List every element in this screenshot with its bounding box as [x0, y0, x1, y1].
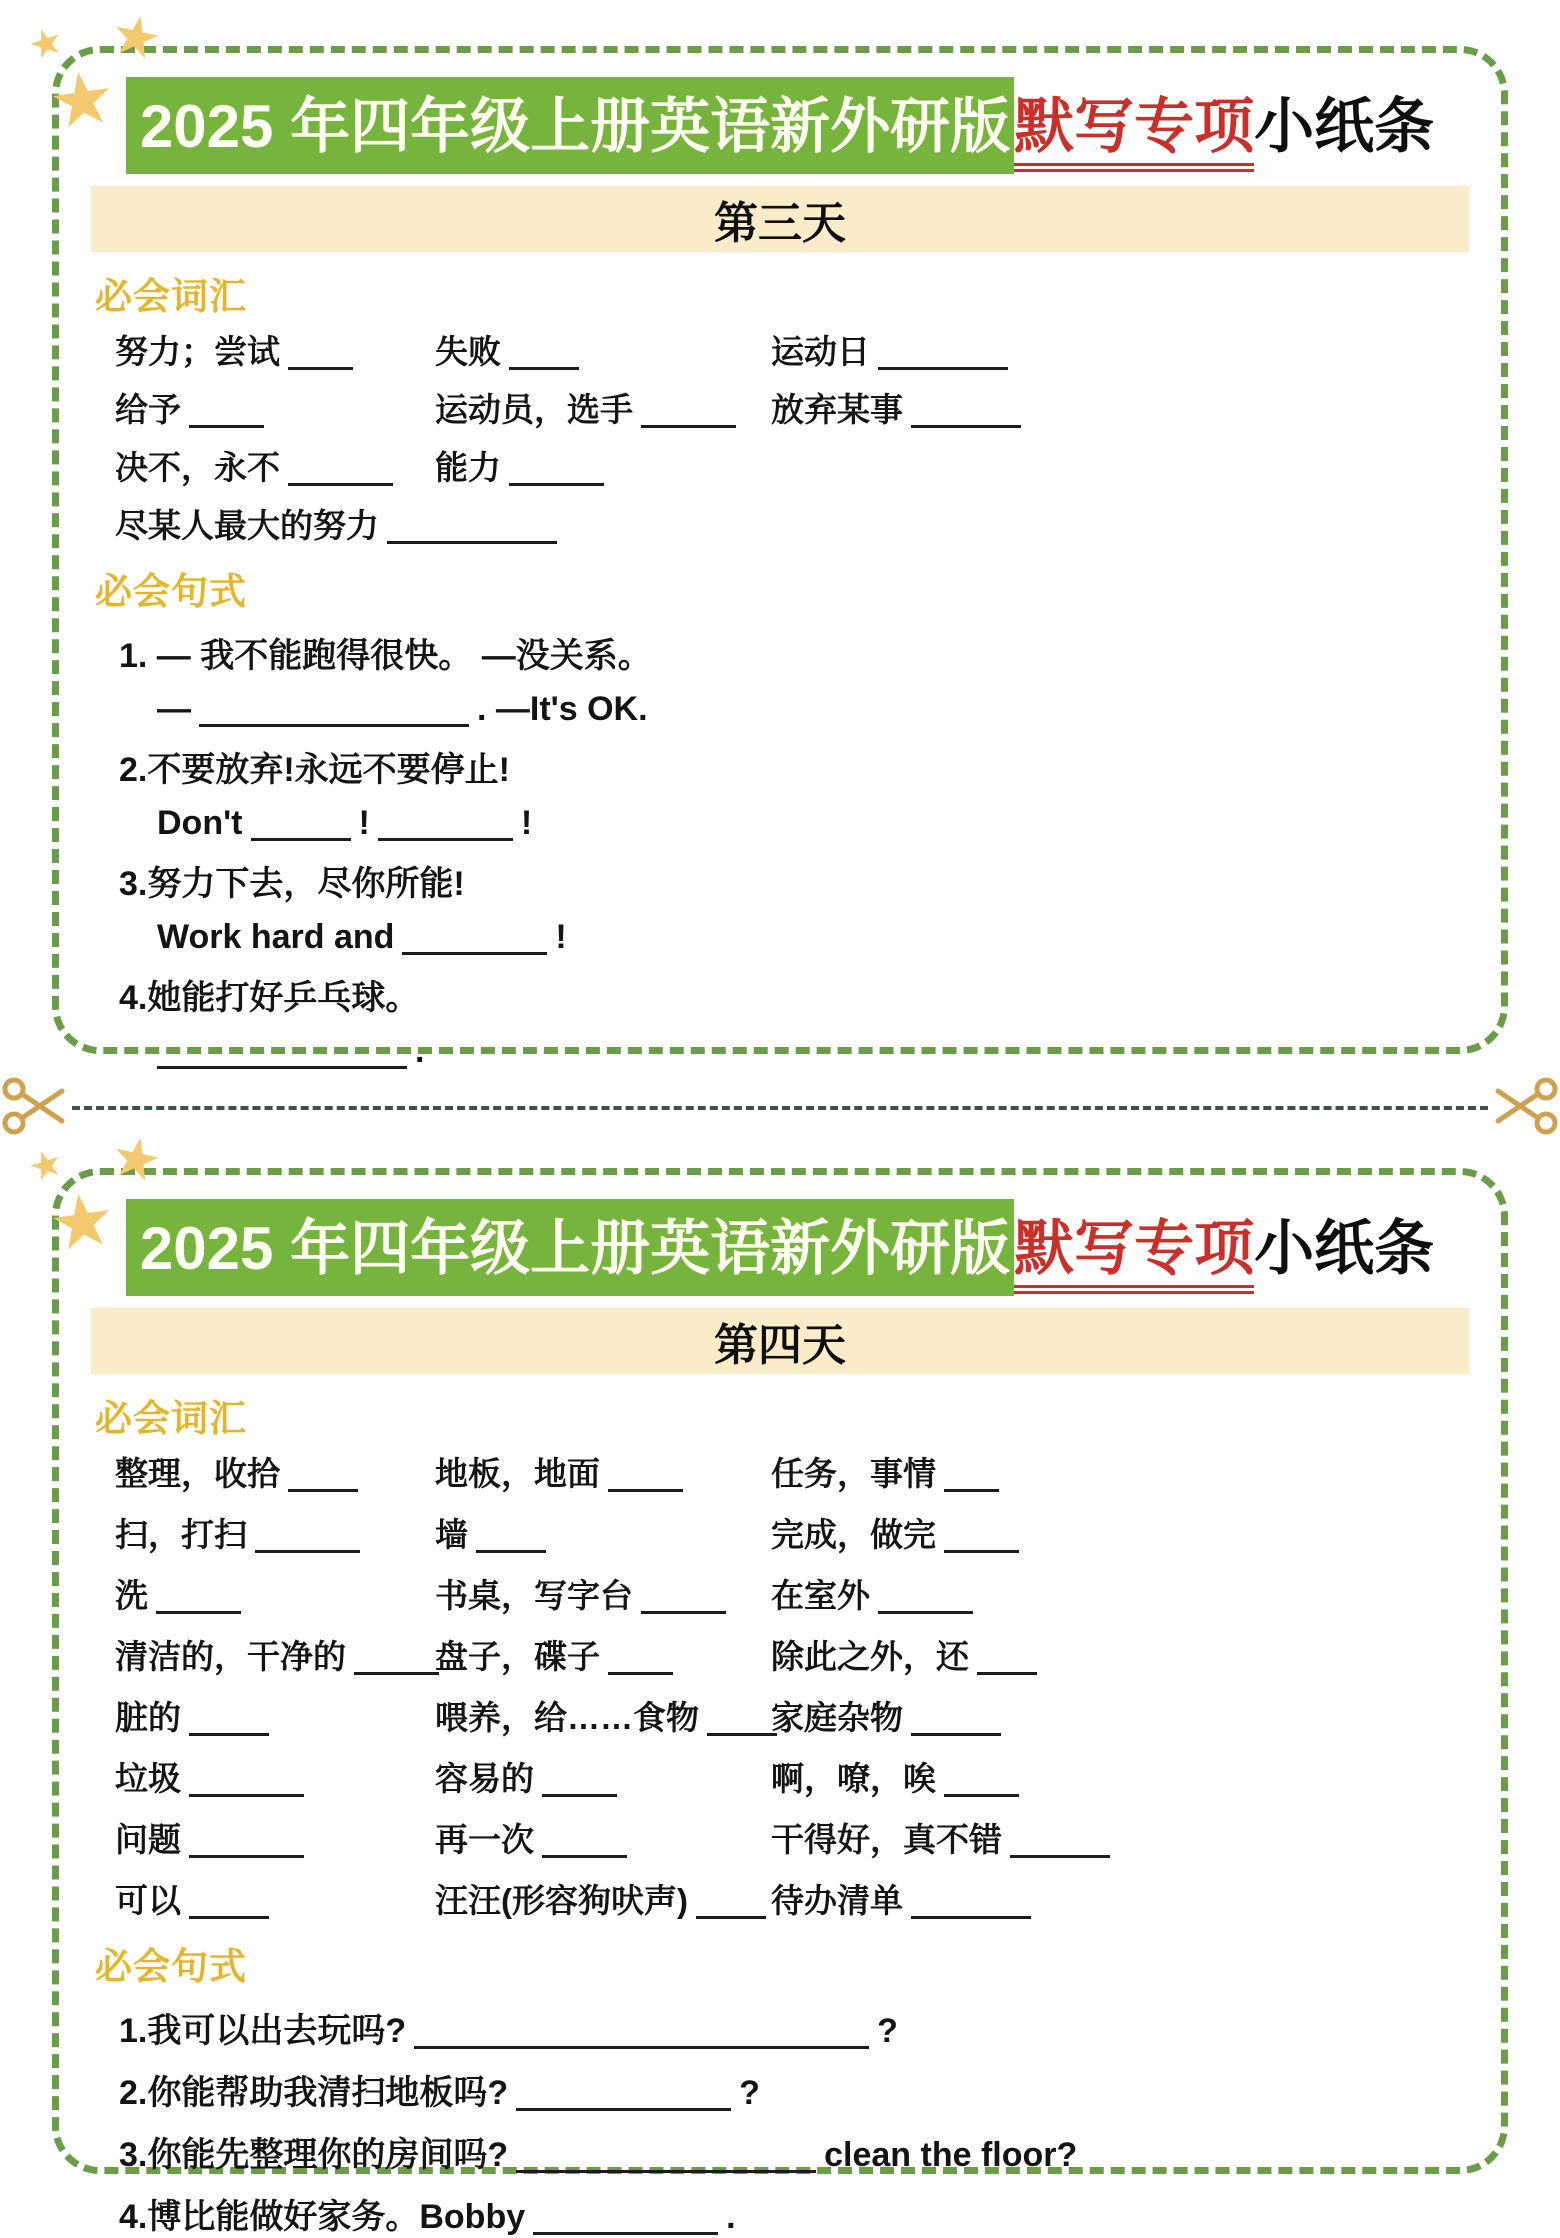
answer-blank	[944, 1520, 1019, 1553]
vocab-grid	[115, 1448, 1471, 1922]
vocab-item	[435, 442, 771, 489]
star-icon: ★	[43, 53, 121, 146]
vocab-item	[771, 326, 1471, 373]
vocab-item	[115, 1448, 435, 1495]
cut-divider	[0, 1070, 1560, 1146]
vocab-item	[771, 1875, 1471, 1922]
answer-blank	[944, 1459, 999, 1492]
day-banner: 第三天	[91, 186, 1469, 252]
answer-blank	[608, 1642, 673, 1675]
vocab-term: 脏的	[115, 1699, 181, 1736]
vocab-term: 运动日	[771, 333, 870, 370]
vocab-item	[435, 384, 771, 431]
vocab-item	[771, 1692, 1471, 1739]
answer-blank	[509, 453, 604, 486]
star-icon: ★	[105, 1122, 168, 1195]
vocab-item	[115, 500, 1471, 547]
vocab-item	[771, 1814, 1471, 1861]
answer-blank	[288, 337, 353, 370]
vocab-item	[435, 1631, 771, 1678]
worksheet-card-day3	[23, 0, 1508, 1070]
vocab-item	[435, 1814, 771, 1861]
answer-blank	[476, 1520, 546, 1553]
vocab-term: 尽某人最大的努力	[115, 507, 379, 544]
star-icon: ★	[23, 18, 69, 70]
vocab-term: 喂养，给……食物	[435, 1699, 699, 1736]
answer-blank	[696, 1886, 766, 1919]
sentence-text: ?	[739, 2074, 760, 2112]
answer-blank	[255, 1520, 360, 1553]
vocab-item	[771, 1570, 1471, 1617]
vocab-term: 给予	[115, 391, 181, 428]
vocab-item	[115, 326, 435, 373]
vocab-term: 容易的	[435, 1760, 534, 1797]
vocab-term: 放弃某事	[771, 391, 903, 428]
vocab-item	[435, 1448, 771, 1495]
sentence-line	[119, 2003, 1471, 2052]
title-text-black: 小纸条	[1254, 93, 1435, 160]
sentence-text: clean the floor?	[824, 2136, 1078, 2174]
vocab-term: 再一次	[435, 1821, 534, 1858]
cut-line	[72, 1106, 1488, 1110]
sentence-line	[119, 2127, 1471, 2176]
answer-blank	[516, 2140, 816, 2173]
answer-blank	[189, 1886, 269, 1919]
vocab-term: 清洁的，干净的	[115, 1638, 346, 1675]
title-highlight-green: 2025 年四年级上册英语新外研版	[126, 77, 1014, 174]
vocab-term: 失败	[435, 333, 501, 370]
answer-blank	[414, 2016, 869, 2049]
sentence-text: !	[520, 804, 533, 842]
sentence-text: 2.不要放弃!永远不要停止!	[119, 751, 510, 789]
sentence-line	[119, 628, 1471, 677]
answer-blank	[189, 395, 264, 428]
vocab-term: 盘子，碟子	[435, 1638, 600, 1675]
scissors-icon	[0, 1073, 72, 1144]
vocab-term: 汪汪(形容狗吠声)	[435, 1882, 688, 1919]
day-banner: 第四天	[91, 1308, 1469, 1374]
vocab-section-label: 必会词汇	[95, 276, 247, 317]
vocab-item	[435, 1509, 771, 1556]
sentence-text: —	[157, 690, 191, 728]
sentence-text: .	[415, 1032, 425, 1070]
answer-blank	[516, 2078, 731, 2111]
vocab-term: 墙	[435, 1516, 468, 1553]
vocab-item	[115, 1509, 435, 1556]
vocab-term: 除此之外，还	[771, 1638, 969, 1675]
vocab-term: 在室外	[771, 1577, 870, 1614]
answer-blank	[199, 694, 469, 727]
answer-blank	[878, 337, 1008, 370]
scissors-icon	[1488, 1073, 1560, 1144]
answer-blank	[288, 1459, 358, 1492]
vocab-item	[771, 442, 1471, 489]
vocab-item	[115, 1753, 435, 1800]
answer-blank	[977, 1642, 1037, 1675]
pattern-section-label: 必会句式	[95, 1946, 247, 1987]
answer-blank	[608, 1459, 683, 1492]
answer-blank	[911, 1886, 1031, 1919]
sentence-line	[119, 2065, 1471, 2114]
sentence-line	[157, 1032, 1471, 1071]
vocab-item	[115, 1692, 435, 1739]
sentence-text: Work hard and	[157, 918, 395, 956]
vocab-item	[435, 1570, 771, 1617]
vocab-item	[771, 384, 1471, 431]
vocab-item	[115, 1875, 435, 1922]
vocab-item	[771, 1631, 1471, 1678]
sentence-line	[119, 856, 1471, 905]
sentence-patterns	[119, 2003, 1471, 2238]
vocab-item	[771, 1448, 1471, 1495]
title-highlight-green: 2025 年四年级上册英语新外研版	[126, 1199, 1014, 1296]
vocab-item	[115, 442, 435, 489]
sentence-patterns	[119, 628, 1471, 1071]
vocab-item	[435, 326, 771, 373]
vocab-term: 运动员，选手	[435, 391, 633, 428]
answer-blank	[189, 1703, 269, 1736]
answer-blank	[533, 2202, 718, 2235]
vocab-item	[435, 1753, 771, 1800]
answer-blank	[509, 337, 579, 370]
vocab-term: 问题	[115, 1821, 181, 1858]
sentence-text: !	[555, 918, 567, 956]
star-icon: ★	[23, 1140, 69, 1192]
vocab-item	[115, 1570, 435, 1617]
sentence-text: .	[726, 2198, 736, 2236]
vocab-term: 啊，嘹，唉	[771, 1760, 936, 1797]
star-icon: ★	[105, 0, 168, 73]
answer-blank	[189, 1764, 304, 1797]
vocab-term: 任务，事情	[771, 1455, 936, 1492]
answer-blank	[1010, 1825, 1110, 1858]
sentence-line	[157, 804, 1471, 843]
sentence-text: !	[358, 804, 370, 842]
vocab-term: 家庭杂物	[771, 1699, 903, 1736]
sentence-line	[119, 742, 1471, 791]
page-title	[89, 1217, 1471, 1280]
page-title	[89, 95, 1471, 158]
answer-blank	[911, 395, 1021, 428]
vocab-item	[771, 1509, 1471, 1556]
sentence-line	[119, 970, 1471, 1019]
sentence-text: 2.你能帮助我清扫地板吗?	[119, 2074, 509, 2112]
vocab-term: 完成，做完	[771, 1516, 936, 1553]
sentence-text: ?	[877, 2012, 898, 2050]
vocab-item	[115, 384, 435, 431]
sentence-line	[157, 918, 1471, 957]
title-highlight-red: 默写专项	[1014, 93, 1254, 172]
vocab-item	[115, 1814, 435, 1861]
sentence-text: 1. — 我不能跑得很快。 —没关系。	[119, 637, 652, 675]
vocab-item	[435, 1875, 771, 1922]
answer-blank	[157, 1036, 407, 1069]
answer-blank	[402, 922, 547, 955]
worksheet-card-day4	[23, 1122, 1508, 2236]
title-text-black: 小纸条	[1254, 1215, 1435, 1282]
sentence-text: 1.我可以出去玩吗?	[119, 2012, 407, 2050]
vocab-item	[771, 1753, 1471, 1800]
answer-blank	[707, 1703, 777, 1736]
answer-blank	[387, 511, 557, 544]
vocab-term: 洗	[115, 1577, 148, 1614]
vocab-term: 书桌，写字台	[435, 1577, 633, 1614]
answer-blank	[641, 1581, 726, 1614]
answer-blank	[189, 1825, 304, 1858]
star-icon: ★	[43, 1175, 121, 1268]
vocab-term: 努力；尝试	[115, 333, 280, 370]
vocab-section-label: 必会词汇	[95, 1398, 247, 1439]
vocab-item	[435, 1692, 771, 1739]
answer-blank	[251, 808, 351, 841]
answer-blank	[878, 1581, 973, 1614]
pattern-section-label: 必会句式	[95, 571, 247, 612]
vocab-term: 决不，永不	[115, 449, 280, 486]
sentence-text: 4.她能打好乒乓球。	[119, 979, 420, 1017]
vocab-term: 干得好，真不错	[771, 1821, 1002, 1858]
answer-blank	[911, 1703, 1001, 1736]
answer-blank	[542, 1825, 627, 1858]
answer-blank	[156, 1581, 241, 1614]
answer-blank	[944, 1764, 1019, 1797]
title-highlight-red: 默写专项	[1014, 1215, 1254, 1294]
sentence-text: 4.博比能做好家务。Bobby	[119, 2198, 526, 2236]
vocab-term: 可以	[115, 1882, 181, 1919]
vocab-term: 地板，地面	[435, 1455, 600, 1492]
sentence-line	[157, 690, 1471, 729]
vocab-term: 能力	[435, 449, 501, 486]
vocab-term: 垃圾	[115, 1760, 181, 1797]
sentence-text: Don't	[157, 804, 243, 842]
answer-blank	[354, 1642, 439, 1675]
answer-blank	[542, 1764, 617, 1797]
sentence-text: 3.努力下去，尽你所能!	[119, 865, 465, 903]
sentence-line	[119, 2189, 1471, 2238]
vocab-term: 扫，打扫	[115, 1516, 247, 1553]
answer-blank	[378, 808, 513, 841]
answer-blank	[641, 395, 736, 428]
vocab-grid	[115, 326, 1471, 547]
vocab-item	[115, 1631, 435, 1678]
sentence-text: . —It's OK.	[477, 690, 648, 728]
vocab-term: 待办清单	[771, 1882, 903, 1919]
answer-blank	[288, 453, 393, 486]
sentence-text: 3.你能先整理你的房间吗?	[119, 2136, 509, 2174]
vocab-term: 整理，收拾	[115, 1455, 280, 1492]
